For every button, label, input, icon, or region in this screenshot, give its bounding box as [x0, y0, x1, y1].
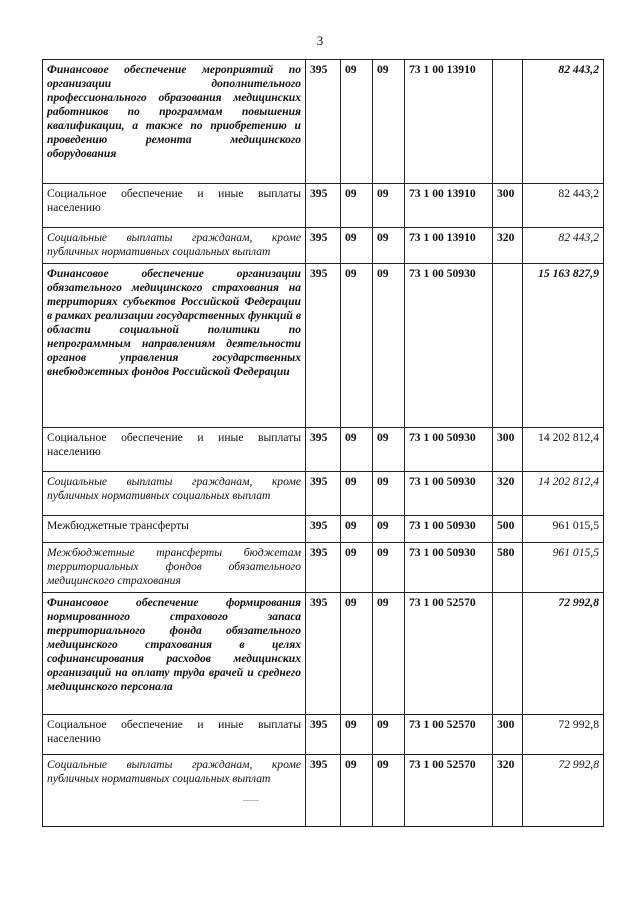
row-name-cell: Социальное обеспечение и иные выплаты населению [43, 715, 306, 755]
subsection-code-cell: 09 [373, 516, 405, 543]
subsection-code-cell: 09 [373, 228, 405, 264]
subsection-code-cell: 09 [373, 755, 405, 827]
row-name-cell: Межбюджетные трансферты бюджетам территориальных фондов обязательного медицинского страхования [43, 543, 306, 593]
amount-cell: 961 015,5 [523, 516, 604, 543]
row-name-cell: Социальное обеспечение и иные выплаты населению [43, 428, 306, 472]
amount-cell: 14 202 812,4 [523, 428, 604, 472]
ministry-code-cell: 395 [306, 472, 341, 516]
table-row [43, 516, 604, 543]
expense-type-code-cell [493, 60, 523, 184]
scan-mark [243, 800, 259, 801]
subsection-code-cell: 09 [373, 60, 405, 184]
row-name-cell: Межбюджетные трансферты [43, 516, 306, 543]
section-code-cell: 09 [341, 228, 373, 264]
section-code-cell: 09 [341, 60, 373, 184]
target-article-code-cell: 73 1 00 13910 [405, 60, 493, 184]
expense-type-code-cell [493, 593, 523, 715]
amount-cell: 82 443,2 [523, 60, 604, 184]
amount-cell: 72 992,8 [523, 715, 604, 755]
ministry-code-cell: 395 [306, 228, 341, 264]
amount-cell: 82 443,2 [523, 228, 604, 264]
row-name-cell: Социальные выплаты гражданам, кроме публичных нормативных социальных выплат [43, 228, 306, 264]
expense-type-code-cell: 300 [493, 715, 523, 755]
row-name-cell: Социальные выплаты гражданам, кроме публичных нормативных социальных выплат [43, 472, 306, 516]
ministry-code-cell: 395 [306, 60, 341, 184]
target-article-code-cell: 73 1 00 52570 [405, 593, 493, 715]
ministry-code-cell: 395 [306, 715, 341, 755]
section-code-cell: 09 [341, 472, 373, 516]
section-code-cell: 09 [341, 428, 373, 472]
table-row [43, 472, 604, 516]
target-article-code-cell: 73 1 00 52570 [405, 755, 493, 827]
table-row [43, 755, 604, 827]
amount-cell: 72 992,8 [523, 755, 604, 827]
table-row [43, 264, 604, 428]
expense-type-code-cell: 580 [493, 543, 523, 593]
target-article-code-cell: 73 1 00 50930 [405, 516, 493, 543]
subsection-code-cell: 09 [373, 472, 405, 516]
expense-type-code-cell: 320 [493, 472, 523, 516]
row-name-cell: Финансовое обеспечение формирования нормированного страхового запаса территориального фонда обязательного медицинского страхования в целях софинансирования расходов медицинских организаций на оплату труда врачей и среднего медицинского персонала [43, 593, 306, 715]
amount-cell: 72 992,8 [523, 593, 604, 715]
target-article-code-cell: 73 1 00 50930 [405, 264, 493, 428]
subsection-code-cell: 09 [373, 543, 405, 593]
section-code-cell: 09 [341, 755, 373, 827]
expense-type-code-cell: 500 [493, 516, 523, 543]
target-article-code-cell: 73 1 00 50930 [405, 472, 493, 516]
subsection-code-cell: 09 [373, 428, 405, 472]
section-code-cell: 09 [341, 715, 373, 755]
amount-cell: 14 202 812,4 [523, 472, 604, 516]
row-name-cell: Финансовое обеспечение организации обязательного медицинского страхования на территориях субъектов Российской Федерации в рамках реализации государственных функций в области социальной политики по непрограммным направлениям деятельности органов управления государственных внебюджетных фондов Российской Федерации [43, 264, 306, 428]
section-code-cell: 09 [341, 593, 373, 715]
table-row [43, 228, 604, 264]
ministry-code-cell: 395 [306, 516, 341, 543]
table-row [43, 543, 604, 593]
section-code-cell: 09 [341, 184, 373, 228]
expense-type-code-cell: 320 [493, 755, 523, 827]
expense-type-code-cell [493, 264, 523, 428]
subsection-code-cell: 09 [373, 264, 405, 428]
target-article-code-cell: 73 1 00 13910 [405, 228, 493, 264]
amount-cell: 82 443,2 [523, 184, 604, 228]
target-article-code-cell: 73 1 00 50930 [405, 428, 493, 472]
section-code-cell: 09 [341, 543, 373, 593]
subsection-code-cell: 09 [373, 715, 405, 755]
section-code-cell: 09 [341, 516, 373, 543]
table-row [43, 593, 604, 715]
subsection-code-cell: 09 [373, 593, 405, 715]
table-row [43, 60, 604, 184]
subsection-code-cell: 09 [373, 184, 405, 228]
amount-cell: 961 015,5 [523, 543, 604, 593]
ministry-code-cell: 395 [306, 428, 341, 472]
expense-type-code-cell: 300 [493, 428, 523, 472]
table-row [43, 715, 604, 755]
budget-table [42, 59, 604, 827]
table-row [43, 184, 604, 228]
ministry-code-cell: 395 [306, 184, 341, 228]
budget-table-body [43, 60, 604, 827]
target-article-code-cell: 73 1 00 50930 [405, 543, 493, 593]
target-article-code-cell: 73 1 00 52570 [405, 715, 493, 755]
table-row [43, 428, 604, 472]
expense-type-code-cell: 320 [493, 228, 523, 264]
target-article-code-cell: 73 1 00 13910 [405, 184, 493, 228]
ministry-code-cell: 395 [306, 264, 341, 428]
ministry-code-cell: 395 [306, 755, 341, 827]
row-name-cell: Финансовое обеспечение мероприятий по организации дополнительного профессионального образования медицинских работников по программам повышения квалификации, а также по приобретению и проведению ремонта медицинского оборудования [43, 60, 306, 184]
ministry-code-cell: 395 [306, 543, 341, 593]
section-code-cell: 09 [341, 264, 373, 428]
row-name-cell: Социальное обеспечение и иные выплаты населению [43, 184, 306, 228]
page-number: 3 [316, 33, 324, 48]
amount-cell: 15 163 827,9 [523, 264, 604, 428]
ministry-code-cell: 395 [306, 593, 341, 715]
row-name-cell: Социальные выплаты гражданам, кроме публичных нормативных социальных выплат [43, 755, 306, 827]
expense-type-code-cell: 300 [493, 184, 523, 228]
